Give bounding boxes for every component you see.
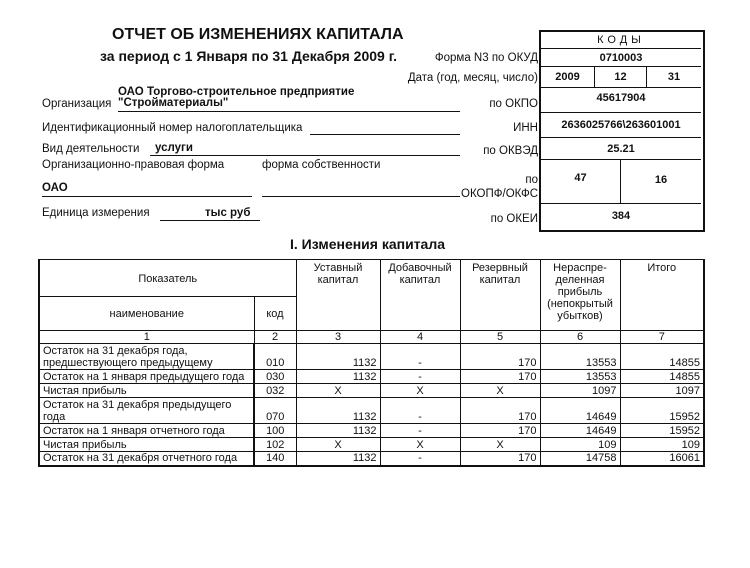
activity-underline: [150, 155, 460, 156]
org-name-line2: "Стройматериалы": [118, 97, 229, 109]
taxpayer-id-underline: [310, 134, 460, 135]
org-name-line1: ОАО Торгово-строительное предприятие: [118, 86, 355, 98]
row-authorized: 1132: [296, 398, 380, 424]
row-code: 070: [254, 398, 296, 424]
row-total: 1097: [620, 384, 704, 398]
okopf-label-2: ОКОПФ/ОКФС: [461, 188, 538, 200]
header-reserve-capital: Резервный капитал: [460, 260, 540, 331]
okopf-label-1: по: [525, 174, 538, 186]
table-row: [39, 452, 704, 466]
row-reserve: 170: [460, 424, 540, 438]
codes-header: КОДЫ: [541, 32, 701, 49]
header-name: наименование: [39, 297, 254, 331]
okud-label: Форма N3 по ОКУД: [434, 52, 538, 64]
okved-value: 25.21: [541, 138, 701, 160]
okud-value: 0710003: [541, 49, 701, 67]
legal-form-value: ОАО: [42, 182, 68, 194]
date-year: 2009: [541, 67, 595, 88]
row-authorized: 1132: [296, 370, 380, 384]
row-total: 15952: [620, 398, 704, 424]
activity-label: Вид деятельности: [42, 143, 140, 155]
ownership-label: форма собственности: [262, 159, 381, 171]
legal-form-underline: [42, 196, 252, 197]
row-total: 16061: [620, 452, 704, 466]
okpo-label: по ОКПО: [489, 98, 538, 110]
row-code: 102: [254, 438, 296, 452]
date-month: 12: [595, 67, 647, 88]
unit-underline: [160, 220, 260, 221]
report-period: за период с 1 Января по 31 Декабря 2009 г.: [100, 48, 398, 64]
date-day: 31: [647, 67, 701, 88]
row-reserve: 170: [460, 452, 540, 466]
row-total: 14855: [620, 344, 704, 370]
row-retained: 14649: [540, 424, 620, 438]
table-row: [39, 398, 704, 424]
row-name: Чистая прибыль: [39, 438, 254, 452]
inn-value: 2636025766\263601001: [541, 113, 701, 138]
col-number-2: 2: [254, 331, 296, 344]
col-number-7: 7: [620, 331, 704, 344]
okved-label: по ОКВЭД: [483, 145, 538, 157]
date-label: Дата (год, месяц, число): [407, 72, 538, 84]
okfs-value: 16: [621, 160, 701, 204]
header-code: код: [254, 297, 296, 331]
row-additional: -: [380, 424, 460, 438]
table-row: [39, 370, 704, 384]
col-number-3: 3: [296, 331, 380, 344]
row-name: Остаток на 31 декабря отчетного года: [39, 452, 254, 466]
table-row: [39, 384, 704, 398]
row-name: Остаток на 31 декабря предыдущего года: [39, 398, 254, 424]
row-retained: 13553: [540, 370, 620, 384]
row-additional: X: [380, 438, 460, 452]
row-additional: -: [380, 370, 460, 384]
header-total: Итого: [620, 260, 704, 331]
okei-label: по ОКЕИ: [490, 213, 538, 225]
row-retained: 13553: [540, 344, 620, 370]
taxpayer-id-label: Идентификационный номер налогоплательщика: [42, 122, 303, 134]
unit-value: тыс руб: [205, 207, 251, 219]
row-name: Остаток на 1 января предыдущего года: [39, 370, 254, 384]
row-reserve: X: [460, 384, 540, 398]
header-additional-capital: Добавочный капитал: [380, 260, 460, 331]
col-number-4: 4: [380, 331, 460, 344]
row-name: Остаток на 31 декабря года, предшествующего предыдущему: [39, 344, 254, 370]
row-authorized: 1132: [296, 452, 380, 466]
row-code: 032: [254, 384, 296, 398]
row-reserve: 170: [460, 398, 540, 424]
col-number-5: 5: [460, 331, 540, 344]
row-code: 100: [254, 424, 296, 438]
section-title: I. Изменения капитала: [290, 236, 446, 252]
org-underline: [118, 111, 460, 112]
row-additional: X: [380, 384, 460, 398]
table-row: [39, 438, 704, 452]
header-indicator: Показатель: [39, 260, 296, 297]
row-reserve: 170: [460, 344, 540, 370]
activity-value: услуги: [155, 142, 193, 154]
org-label: Организация: [42, 98, 112, 110]
row-authorized: 1132: [296, 344, 380, 370]
row-code: 010: [254, 344, 296, 370]
okpo-value: 45617904: [541, 88, 701, 113]
unit-label: Единица измерения: [42, 207, 150, 219]
row-additional: -: [380, 344, 460, 370]
row-retained: 14758: [540, 452, 620, 466]
row-name: Чистая прибыль: [39, 384, 254, 398]
row-reserve: 170: [460, 370, 540, 384]
row-additional: -: [380, 398, 460, 424]
table-row: [39, 344, 704, 370]
row-name: Остаток на 1 января отчетного года: [39, 424, 254, 438]
capital-changes-table: [38, 259, 705, 467]
report-title: ОТЧЕТ ОБ ИЗМЕНЕНИЯХ КАПИТАЛА: [112, 26, 404, 43]
header-retained-earnings: Нераспре-деленная прибыль (непокрытый убытков): [540, 260, 620, 331]
row-authorized: X: [296, 438, 380, 452]
table-row: [39, 424, 704, 438]
row-reserve: X: [460, 438, 540, 452]
row-code: 030: [254, 370, 296, 384]
legal-form-label: Организационно-правовая форма: [42, 159, 225, 171]
row-code: 140: [254, 452, 296, 466]
row-authorized: 1132: [296, 424, 380, 438]
row-total: 14855: [620, 370, 704, 384]
col-number-1: 1: [39, 331, 254, 344]
okei-value: 384: [611, 210, 631, 222]
row-total: 109: [620, 438, 704, 452]
header-authorized-capital: Уставный капитал: [296, 260, 380, 331]
row-retained: 109: [540, 438, 620, 452]
okopf-value: 47: [541, 160, 621, 204]
row-retained: 14649: [540, 398, 620, 424]
row-total: 15952: [620, 424, 704, 438]
row-additional: -: [380, 452, 460, 466]
inn-code-label: ИНН: [513, 122, 538, 134]
ownership-underline: [262, 196, 460, 197]
col-number-6: 6: [540, 331, 620, 344]
row-authorized: X: [296, 384, 380, 398]
row-retained: 1097: [540, 384, 620, 398]
